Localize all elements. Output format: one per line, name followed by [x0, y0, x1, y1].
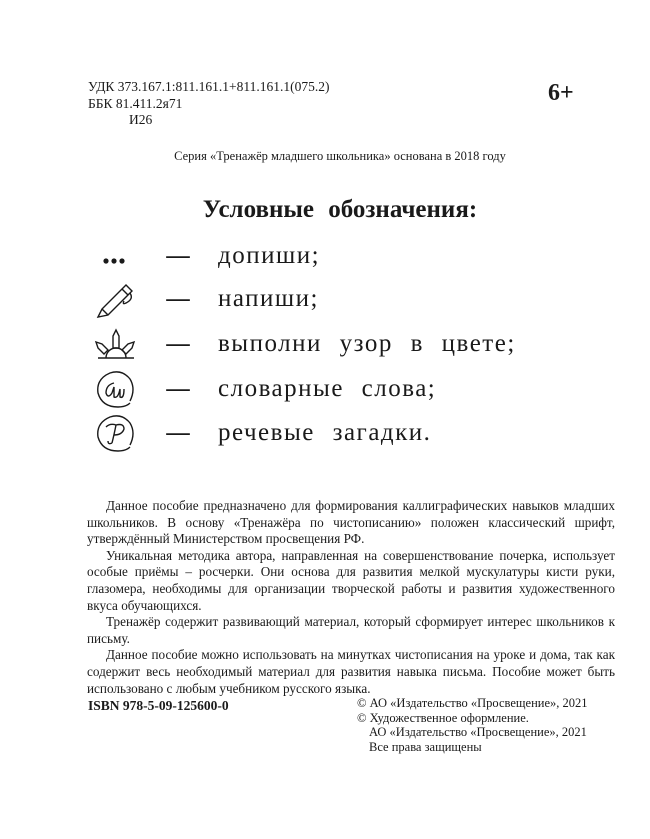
classification-codes [88, 79, 330, 129]
author-code: И26 [129, 112, 153, 127]
legend-text: выполни узор в цвете; [218, 330, 516, 357]
udk-code: УДК 373.167.1:811.161.1+811.161.1(075.2) [88, 79, 330, 94]
legend-text: допиши; [218, 242, 321, 269]
pen-icon [92, 279, 138, 319]
dash: — [165, 241, 191, 271]
legend-item [88, 369, 608, 409]
dash: — [165, 284, 191, 314]
legend-item [88, 413, 608, 453]
legend-item [88, 236, 608, 276]
circled-letter-c-icon [92, 369, 138, 409]
copyright-line: © Художественное оформление. [357, 710, 529, 725]
paragraph: Уникальная методика автора, направленная на совершенствование почерка, использует особые приёмы – росчерки. Они основа для развития мелкой мускулатуры кисти руки, глазомера, необходимы для организации творческой работы и развития художественного вкуса обучающихся. [87, 547, 615, 613]
dash: — [165, 374, 191, 404]
circled-letter-r-icon [92, 413, 138, 453]
legend-text: словарные слова; [218, 375, 437, 402]
copyright [357, 696, 588, 754]
legend-item [88, 279, 608, 319]
description [87, 498, 615, 697]
legend-item [88, 324, 608, 364]
paragraph: Данное пособие предназначено для формирования каллиграфических навыков младших школьников. В основу «Тренажёра по чистописанию» положен классический шрифт, утверждённый Министерством просвещения РФ. [87, 498, 615, 547]
dots-icon [92, 236, 138, 276]
dash: — [165, 418, 191, 448]
age-rating: 6+ [548, 80, 574, 106]
legend-text: напиши; [218, 285, 319, 312]
pencils-sun-icon [92, 324, 138, 364]
legend-text: речевые загадки. [218, 419, 432, 446]
paragraph: Тренажёр содержит развивающий материал, который сформирует интерес школьников к письму. [87, 614, 615, 646]
dash: — [165, 329, 191, 359]
copyright-line: © АО «Издательство «Просвещение», 2021 [357, 696, 588, 710]
copyright-line: АО «Издательство «Просвещение», 2021 [369, 725, 587, 739]
legend-title: Условные обозначения: [202, 196, 478, 223]
series-note: Серия «Тренажёр младшего школьника» основана в 2018 году [174, 149, 506, 163]
paragraph: Данное пособие можно использовать на минутках чистописания на уроке и дома, так как содержит весь необходимый материал для развития навыка письма. Пособие может быть использовано с любым учебником русского языка. [87, 647, 615, 696]
bbk-code: ББК 81.411.2я71 [88, 95, 183, 111]
copyright-line: Все права защищены [369, 739, 482, 754]
isbn: ISBN 978-5-09-125600-0 [88, 698, 229, 713]
